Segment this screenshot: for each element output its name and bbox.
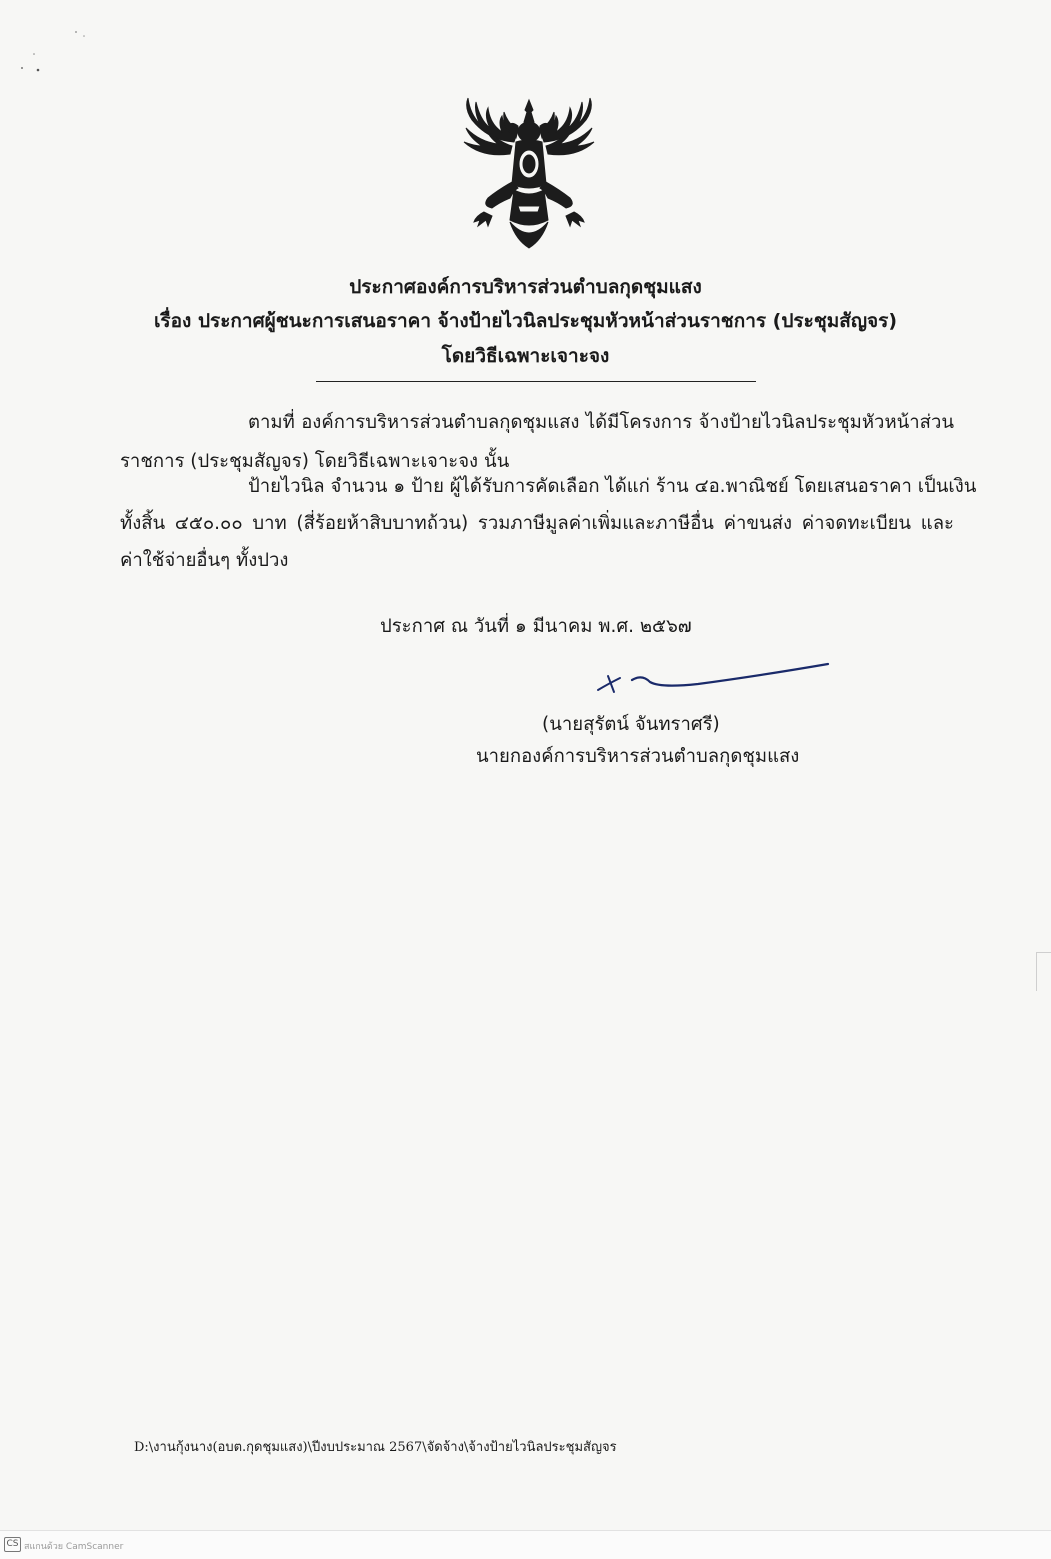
- org-title: ประกาศองค์การบริหารส่วนตำบลกุดชุมแสง: [349, 276, 702, 298]
- camscanner-logo-icon: CS: [4, 1537, 21, 1552]
- camscanner-text: สแกนด้วย CamScanner: [24, 1542, 124, 1552]
- date-line: ประกาศ ณ วันที่ ๑ มีนาคม พ.ศ. ๒๕๖๗: [380, 616, 692, 637]
- subject-line: เรื่อง ประกาศผู้ชนะการเสนอราคา จ้างป้ายไวนิลประชุมหัวหน้าส่วนราชการ (ประชุมสัญจร): [153, 310, 898, 332]
- signer-name: (นายสุรัตน์ จันทราศรี): [542, 714, 720, 735]
- garuda-emblem-icon: [458, 94, 600, 250]
- signer-position: นายกองค์การบริหารส่วนตำบลกุดชุมแสง: [476, 746, 800, 767]
- page-edge-mark: [1036, 952, 1051, 991]
- method-line: โดยวิธีเฉพาะเจาะจง: [441, 345, 610, 367]
- body-para2-line3: ค่าใช้จ่ายอื่นๆ ทั้งปวง: [120, 550, 289, 571]
- body-para2-line2: ทั้งสิ้น ๔๕๐.๐๐ บาท (สี่ร้อยห้าสิบบาทถ้วน) รวมภาษีมูลค่าเพิ่มและภาษีอื่น ค่าขนส่ง ค่าจดทะเบียน และ: [120, 513, 954, 534]
- body-para1-line2: ราชการ (ประชุมสัญจร) โดยวิธีเฉพาะเจาะจง นั้น: [120, 451, 510, 472]
- footer-file-path: D:\งานกุ้งนาง(อบต.กุดชุมแสง)\ปีงบประมาณ 2567\จัดจ้าง\จ้างป้ายไวนิลประชุมสัญจร: [134, 1440, 617, 1455]
- title-divider: [316, 381, 756, 382]
- body-para1-line1: ตามที่ องค์การบริหารส่วนตำบลกุดชุมแสง ได้มีโครงการ จ้างป้ายไวนิลประชุมหัวหน้าส่วน: [248, 412, 954, 433]
- body-para2-line1: ป้ายไวนิล จำนวน ๑ ป้าย ผู้ได้รับการคัดเลือก ได้แก่ ร้าน ๔อ.พาณิชย์ โดยเสนอราคา เป็นเงิน: [248, 476, 977, 497]
- scanner-watermark-bar: [0, 1530, 1051, 1559]
- handwritten-signature: [588, 656, 838, 696]
- scan-specks: [14, 24, 94, 84]
